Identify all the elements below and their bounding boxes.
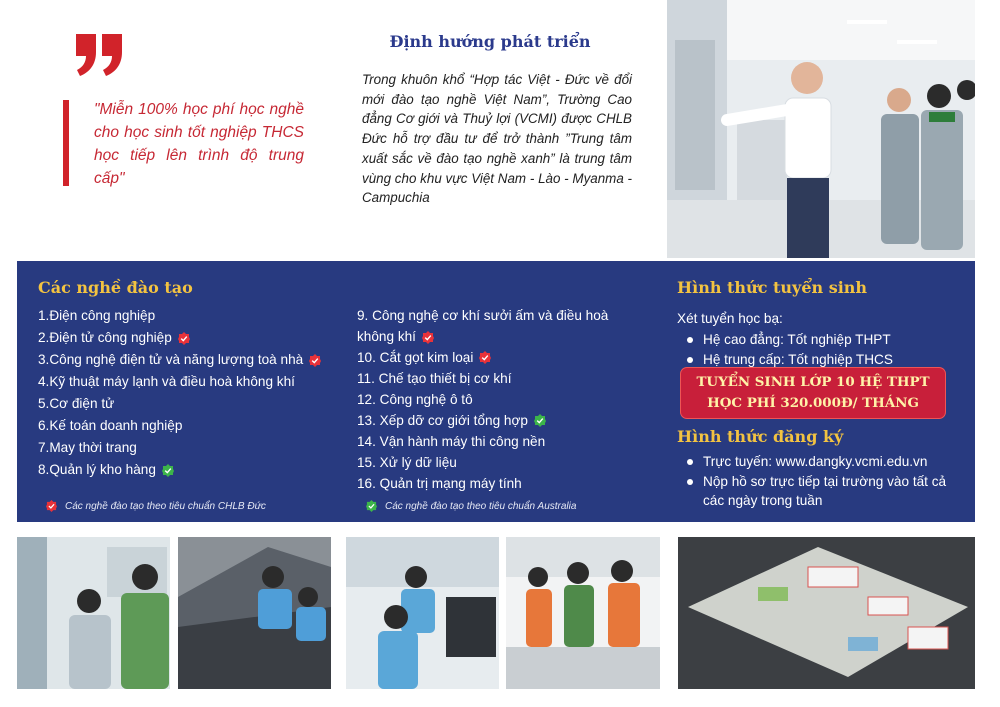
promo-banner <box>681 368 945 418</box>
photo-campus-aerial <box>678 537 975 689</box>
list-item: 12. Công nghệ ô tô <box>357 392 473 407</box>
quote-accent-bar <box>63 100 69 186</box>
list-item: 2.Điện tử công nghiệp <box>38 327 321 349</box>
germany-standard-badge-icon <box>46 500 57 512</box>
hero-photo-lab-instructor <box>667 0 975 258</box>
legend-germany <box>46 500 266 512</box>
admission-list <box>677 330 957 369</box>
registration-title: Hình thức đăng ký <box>677 427 844 446</box>
photo-electronics-lab <box>346 537 499 689</box>
list-item: Hệ cao đẳng: Tốt nghiệp THPT <box>677 330 957 350</box>
list-item: 10. Cắt gọt kim loại <box>357 347 627 368</box>
list-item: 3.Công nghệ điện tử và năng lượng toà nhà <box>38 349 321 371</box>
list-item: Trực tuyến: www.dangky.vcmi.edu.vn <box>677 452 959 472</box>
list-item: 14. Vận hành máy thi công nền <box>357 434 546 449</box>
list-item: 9. Công nghệ cơ khí sưởi ấm và điều hoà không khí <box>357 308 609 344</box>
promo-line2: HỌC PHÍ 320.000Đ/ THÁNG <box>707 395 919 411</box>
admission-label: Xét tuyển học bạ: <box>677 311 783 326</box>
australia-standard-badge-icon <box>366 500 377 512</box>
list-item: Hệ trung cấp: Tốt nghiệp THCS <box>677 350 957 370</box>
list-item: 8.Quản lý kho hàng <box>38 459 321 481</box>
germany-standard-badge-icon <box>422 331 434 344</box>
programs-list-col1 <box>38 305 321 481</box>
programs-list-col2 <box>357 305 627 494</box>
list-item: 1.Điện công nghiệp <box>38 308 156 323</box>
legend-australia <box>366 500 576 512</box>
photo-automotive-training <box>178 537 331 689</box>
list-item: 15. Xử lý dữ liệu <box>357 455 457 470</box>
quote-mark-icon <box>72 28 132 98</box>
list-item: 16. Quản trị mạng máy tính <box>357 476 522 491</box>
list-item: 6.Kế toán doanh nghiệp <box>38 418 183 433</box>
promo-line1: TUYỂN SINH LỚP 10 HỆ THPT <box>696 374 930 390</box>
australia-standard-badge-icon <box>534 414 546 427</box>
list-item: 13. Xếp dỡ cơ giới tổng hợp <box>357 410 627 431</box>
list-item: Nộp hồ sơ trực tiếp tại trường vào tất cả các ngày trong tuần <box>677 472 959 511</box>
admission-title: Hình thức tuyển sinh <box>677 278 868 297</box>
list-item: 11. Chế tạo thiết bị cơ khí <box>357 371 512 386</box>
legend-australia-label: Các nghề đào tạo theo tiêu chuẩn Australia <box>385 500 577 512</box>
quote-text: "Miễn 100% học phí học nghề cho học sinh tốt nghiệp THCS học tiếp lên trình độ trung cấp" <box>94 101 304 187</box>
direction-body: Trong khuôn khổ “Hợp tác Việt - Đức về đổi mới đào tạo nghề Việt Nam”, Trường Cao đẳng Cơ giới và Thuỷ lợi (VCMI) được CHLB Đức hỗ trợ đầu tư để trở thành ”Trung tâm xuất sắc về đào tạo nghề xanh” là trung tâm vùng cho khu vực Việt Nam - Lào - Myanma - Campuchia <box>362 72 632 206</box>
registration-list <box>677 452 959 511</box>
photo-instructor-group <box>506 537 660 689</box>
direction-title: Định hướng phát triển <box>389 32 591 51</box>
germany-standard-badge-icon <box>479 351 491 364</box>
australia-standard-badge-icon <box>162 464 174 477</box>
legend-germany-label: Các nghề đào tạo theo tiêu chuẩn CHLB Đức <box>65 500 266 512</box>
list-item: 5.Cơ điện tử <box>38 396 115 411</box>
programs-title: Các nghề đào tạo <box>38 278 193 297</box>
list-item: 4.Kỹ thuật máy lạnh và điều hoà không khí <box>38 374 295 389</box>
list-item: 7.May thời trang <box>38 440 137 455</box>
germany-standard-badge-icon <box>309 354 321 367</box>
germany-standard-badge-icon <box>178 332 190 345</box>
photo-lab-students <box>17 537 170 689</box>
